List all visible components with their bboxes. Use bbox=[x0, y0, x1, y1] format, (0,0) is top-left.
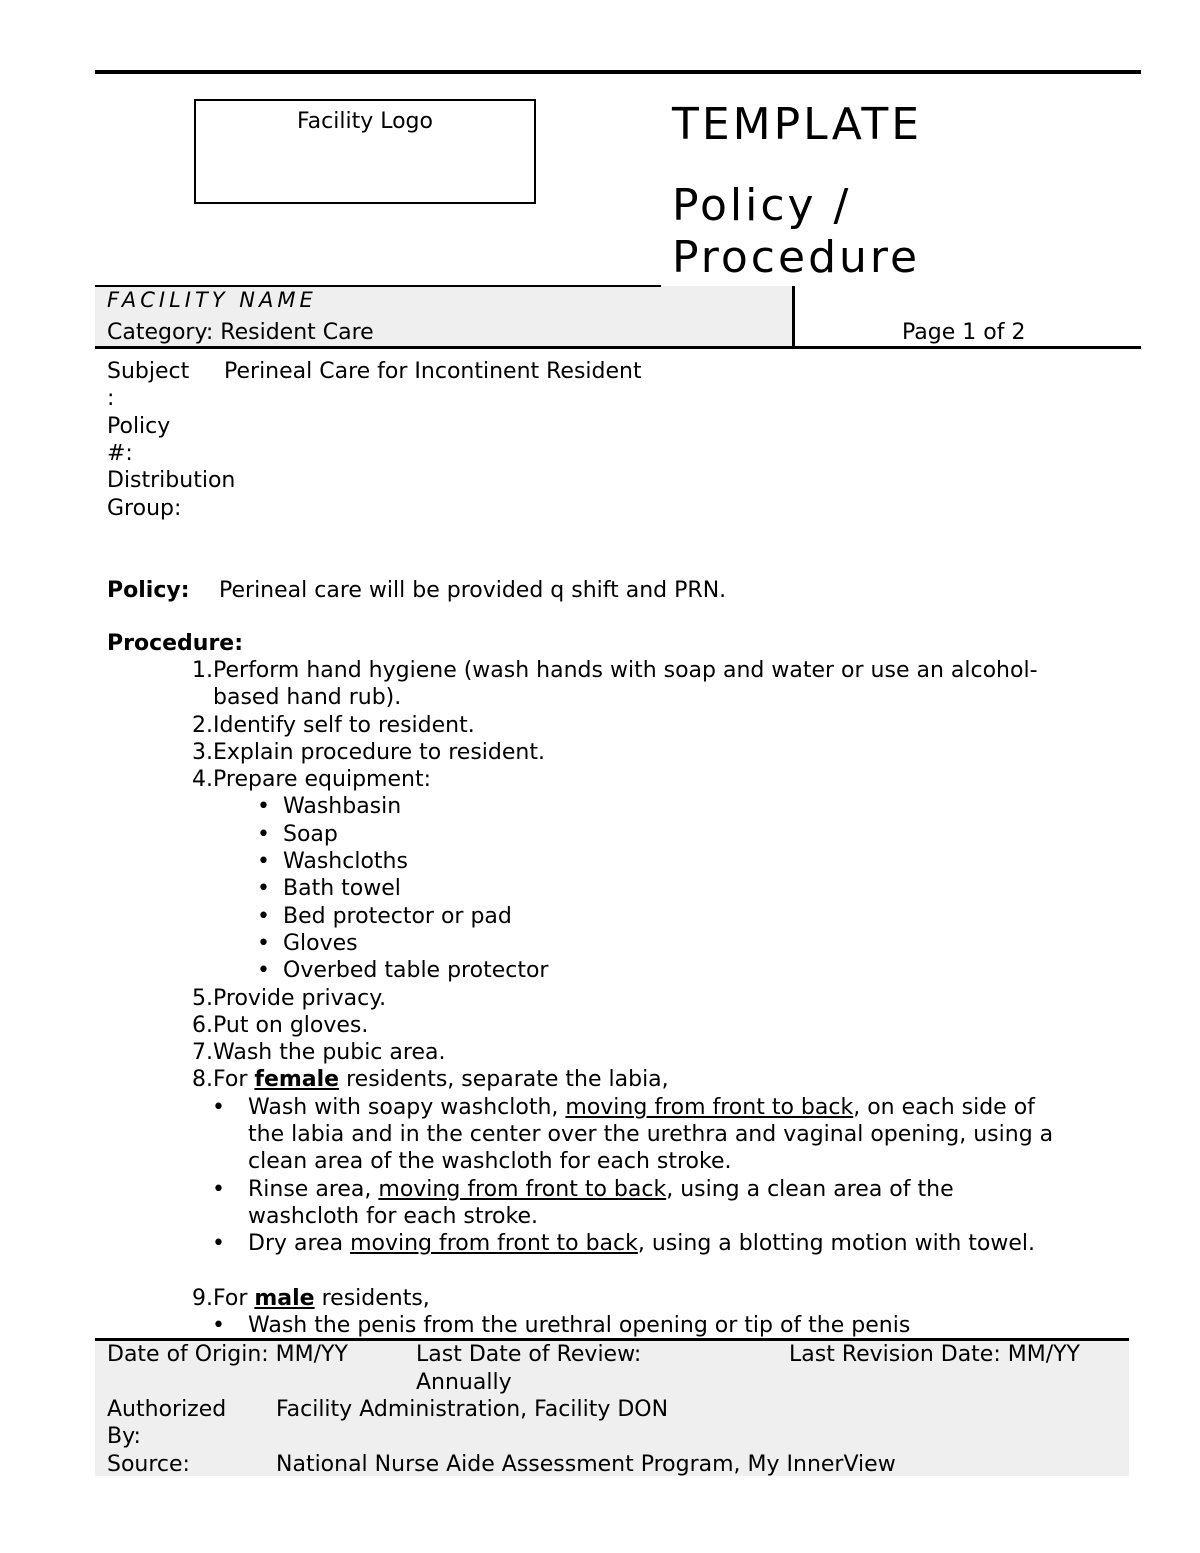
bullet-icon: • bbox=[257, 958, 270, 984]
step-text: For female residents, separate the labia, bbox=[213, 1067, 669, 1093]
step-text: For male residents, bbox=[213, 1285, 430, 1311]
date-of-origin: Date of Origin: MM/YY bbox=[107, 1342, 348, 1367]
step-3 bbox=[174, 739, 1114, 766]
bullet-icon: • bbox=[212, 1231, 225, 1257]
male-bullet-1: • Wash the penis from the urethral opening or tip of the penis bbox=[212, 1313, 911, 1339]
step-text: Prepare equipment: bbox=[213, 767, 431, 793]
step-text: Identify self to resident. bbox=[213, 712, 475, 738]
authorized-value: Facility Administration, Facility DON bbox=[276, 1397, 669, 1422]
bullet-icon: • bbox=[257, 930, 270, 956]
step-9 bbox=[174, 1285, 1114, 1312]
bullet-icon: • bbox=[212, 1094, 225, 1120]
logo-label: Facility Logo bbox=[297, 109, 433, 134]
step-text: Explain procedure to resident. bbox=[213, 739, 545, 765]
last-revision-date: Last Revision Date: MM/YY bbox=[789, 1342, 1080, 1367]
bullet-icon: • bbox=[257, 903, 270, 929]
step-number: 3. bbox=[192, 739, 213, 765]
bullet-icon: • bbox=[257, 849, 270, 875]
equip-item: • Soap bbox=[257, 821, 338, 847]
equip-item: • Washcloths bbox=[257, 849, 408, 875]
last-review-value: Annually bbox=[416, 1370, 512, 1395]
bullet-icon: • bbox=[212, 1176, 225, 1202]
step-number: 5. bbox=[192, 985, 213, 1011]
step-text: based hand rub). bbox=[213, 685, 402, 711]
header-rule bbox=[95, 285, 661, 287]
policy-label: Policy: bbox=[107, 578, 190, 603]
header-bottom-rule bbox=[95, 346, 1141, 349]
step-text: Put on gloves. bbox=[213, 1012, 369, 1038]
step-number: 4. bbox=[192, 767, 213, 793]
header-divider bbox=[792, 286, 795, 348]
top-rule bbox=[95, 70, 1141, 74]
step-text: Provide privacy. bbox=[213, 985, 387, 1011]
template-title: TEMPLATE bbox=[672, 99, 923, 150]
authorized-label-1: Authorized bbox=[107, 1397, 227, 1422]
step-8 bbox=[174, 1066, 1114, 1093]
bullet-icon: • bbox=[257, 876, 270, 902]
policy-text: Perineal care will be provided q shift and PRN. bbox=[219, 578, 727, 603]
bullet-icon: • bbox=[212, 1313, 225, 1339]
female-bullet-2: • Rinse area, moving from front to back, using a clean area of the bbox=[212, 1176, 954, 1202]
step-5 bbox=[174, 985, 1114, 1012]
female-bullet-3: • Dry area moving from front to back, using a blotting motion with towel. bbox=[212, 1231, 1035, 1257]
source-value: National Nurse Aide Assessment Program, My InnerView bbox=[276, 1452, 896, 1477]
female-bullet-1: • Wash with soapy washcloth, moving from front to back, on each side of bbox=[212, 1094, 1035, 1120]
step-7 bbox=[174, 1039, 1114, 1066]
step-number: 2. bbox=[192, 712, 213, 738]
bullet-icon: • bbox=[257, 794, 270, 820]
equip-item: • Bath towel bbox=[257, 876, 401, 902]
step-2 bbox=[174, 712, 1114, 739]
source-label: Source: bbox=[107, 1452, 190, 1477]
doc-title-line1: Policy / bbox=[672, 180, 852, 231]
female-emphasis: female bbox=[254, 1067, 340, 1093]
distribution-label-1: Distribution bbox=[107, 468, 236, 493]
step-1-cont bbox=[174, 684, 1114, 711]
equip-item: • Overbed table protector bbox=[257, 958, 549, 984]
bullet-icon: • bbox=[257, 821, 270, 847]
step-6 bbox=[174, 1012, 1114, 1039]
equip-item: • Bed protector or pad bbox=[257, 903, 512, 929]
authorized-label-2: By: bbox=[107, 1424, 141, 1449]
facility-name: FACILITY NAME bbox=[107, 288, 317, 312]
step-number: 1. bbox=[192, 658, 213, 683]
subject-value: Perineal Care for Incontinent Resident bbox=[224, 359, 642, 384]
step-number: 7. bbox=[192, 1040, 213, 1066]
step-number: 9. bbox=[192, 1285, 213, 1311]
policy-number-label-2: #: bbox=[107, 441, 133, 466]
procedure-list: 1. Perform hand hygiene (wash hands with soap and water or use an alcohol- based hand rub). 2. Identify self to resident. 3. Explain procedure to resident. 4. Prepare equipment: • Washbasin • Soap • Washcloths • Bath towel • Bed protector or pad • Gloves • Overbed table protector 5. Provide privacy. 6. Put on gloves. 7. Wash the pubic area. 8. For female residents, separate the labia, • Wash with soapy washcloth, moving from front to back, on each side of the labia and in the center over the urethra and vaginal opening, using a clean area of the washcloth for each stroke. • Rinse area, moving from front to back, using a clean area of the washcloth for each stroke. • Dry area moving from front to back, using a blotting motion with towel. 9. For male residents, • Wash the penis from the urethral opening or tip of the penis bbox=[174, 657, 1114, 1339]
policy-number-label-1: Policy bbox=[107, 414, 171, 439]
facility-logo-placeholder bbox=[194, 99, 536, 204]
procedure-label: Procedure: bbox=[107, 631, 244, 656]
doc-title-line2: Procedure bbox=[672, 232, 921, 283]
equip-item: • Washbasin bbox=[257, 794, 402, 820]
subject-label-2: : bbox=[107, 386, 115, 411]
step-1 bbox=[174, 657, 1114, 684]
page-number: Page 1 of 2 bbox=[902, 320, 1026, 345]
last-review-label: Last Date of Review: bbox=[416, 1342, 642, 1367]
step-number: 6. bbox=[192, 1012, 213, 1038]
male-emphasis: male bbox=[254, 1285, 315, 1311]
step-4 bbox=[174, 766, 1114, 793]
step-text: Wash the pubic area. bbox=[213, 1040, 446, 1066]
step-number: 8. bbox=[192, 1067, 213, 1093]
subject-label-1: Subject bbox=[107, 359, 190, 384]
step-text: Perform hand hygiene (wash hands with soap and water or use an alcohol- bbox=[213, 658, 1038, 683]
equip-item: • Gloves bbox=[257, 930, 358, 956]
category: Category: Resident Care bbox=[107, 320, 374, 345]
distribution-label-2: Group: bbox=[107, 496, 182, 521]
